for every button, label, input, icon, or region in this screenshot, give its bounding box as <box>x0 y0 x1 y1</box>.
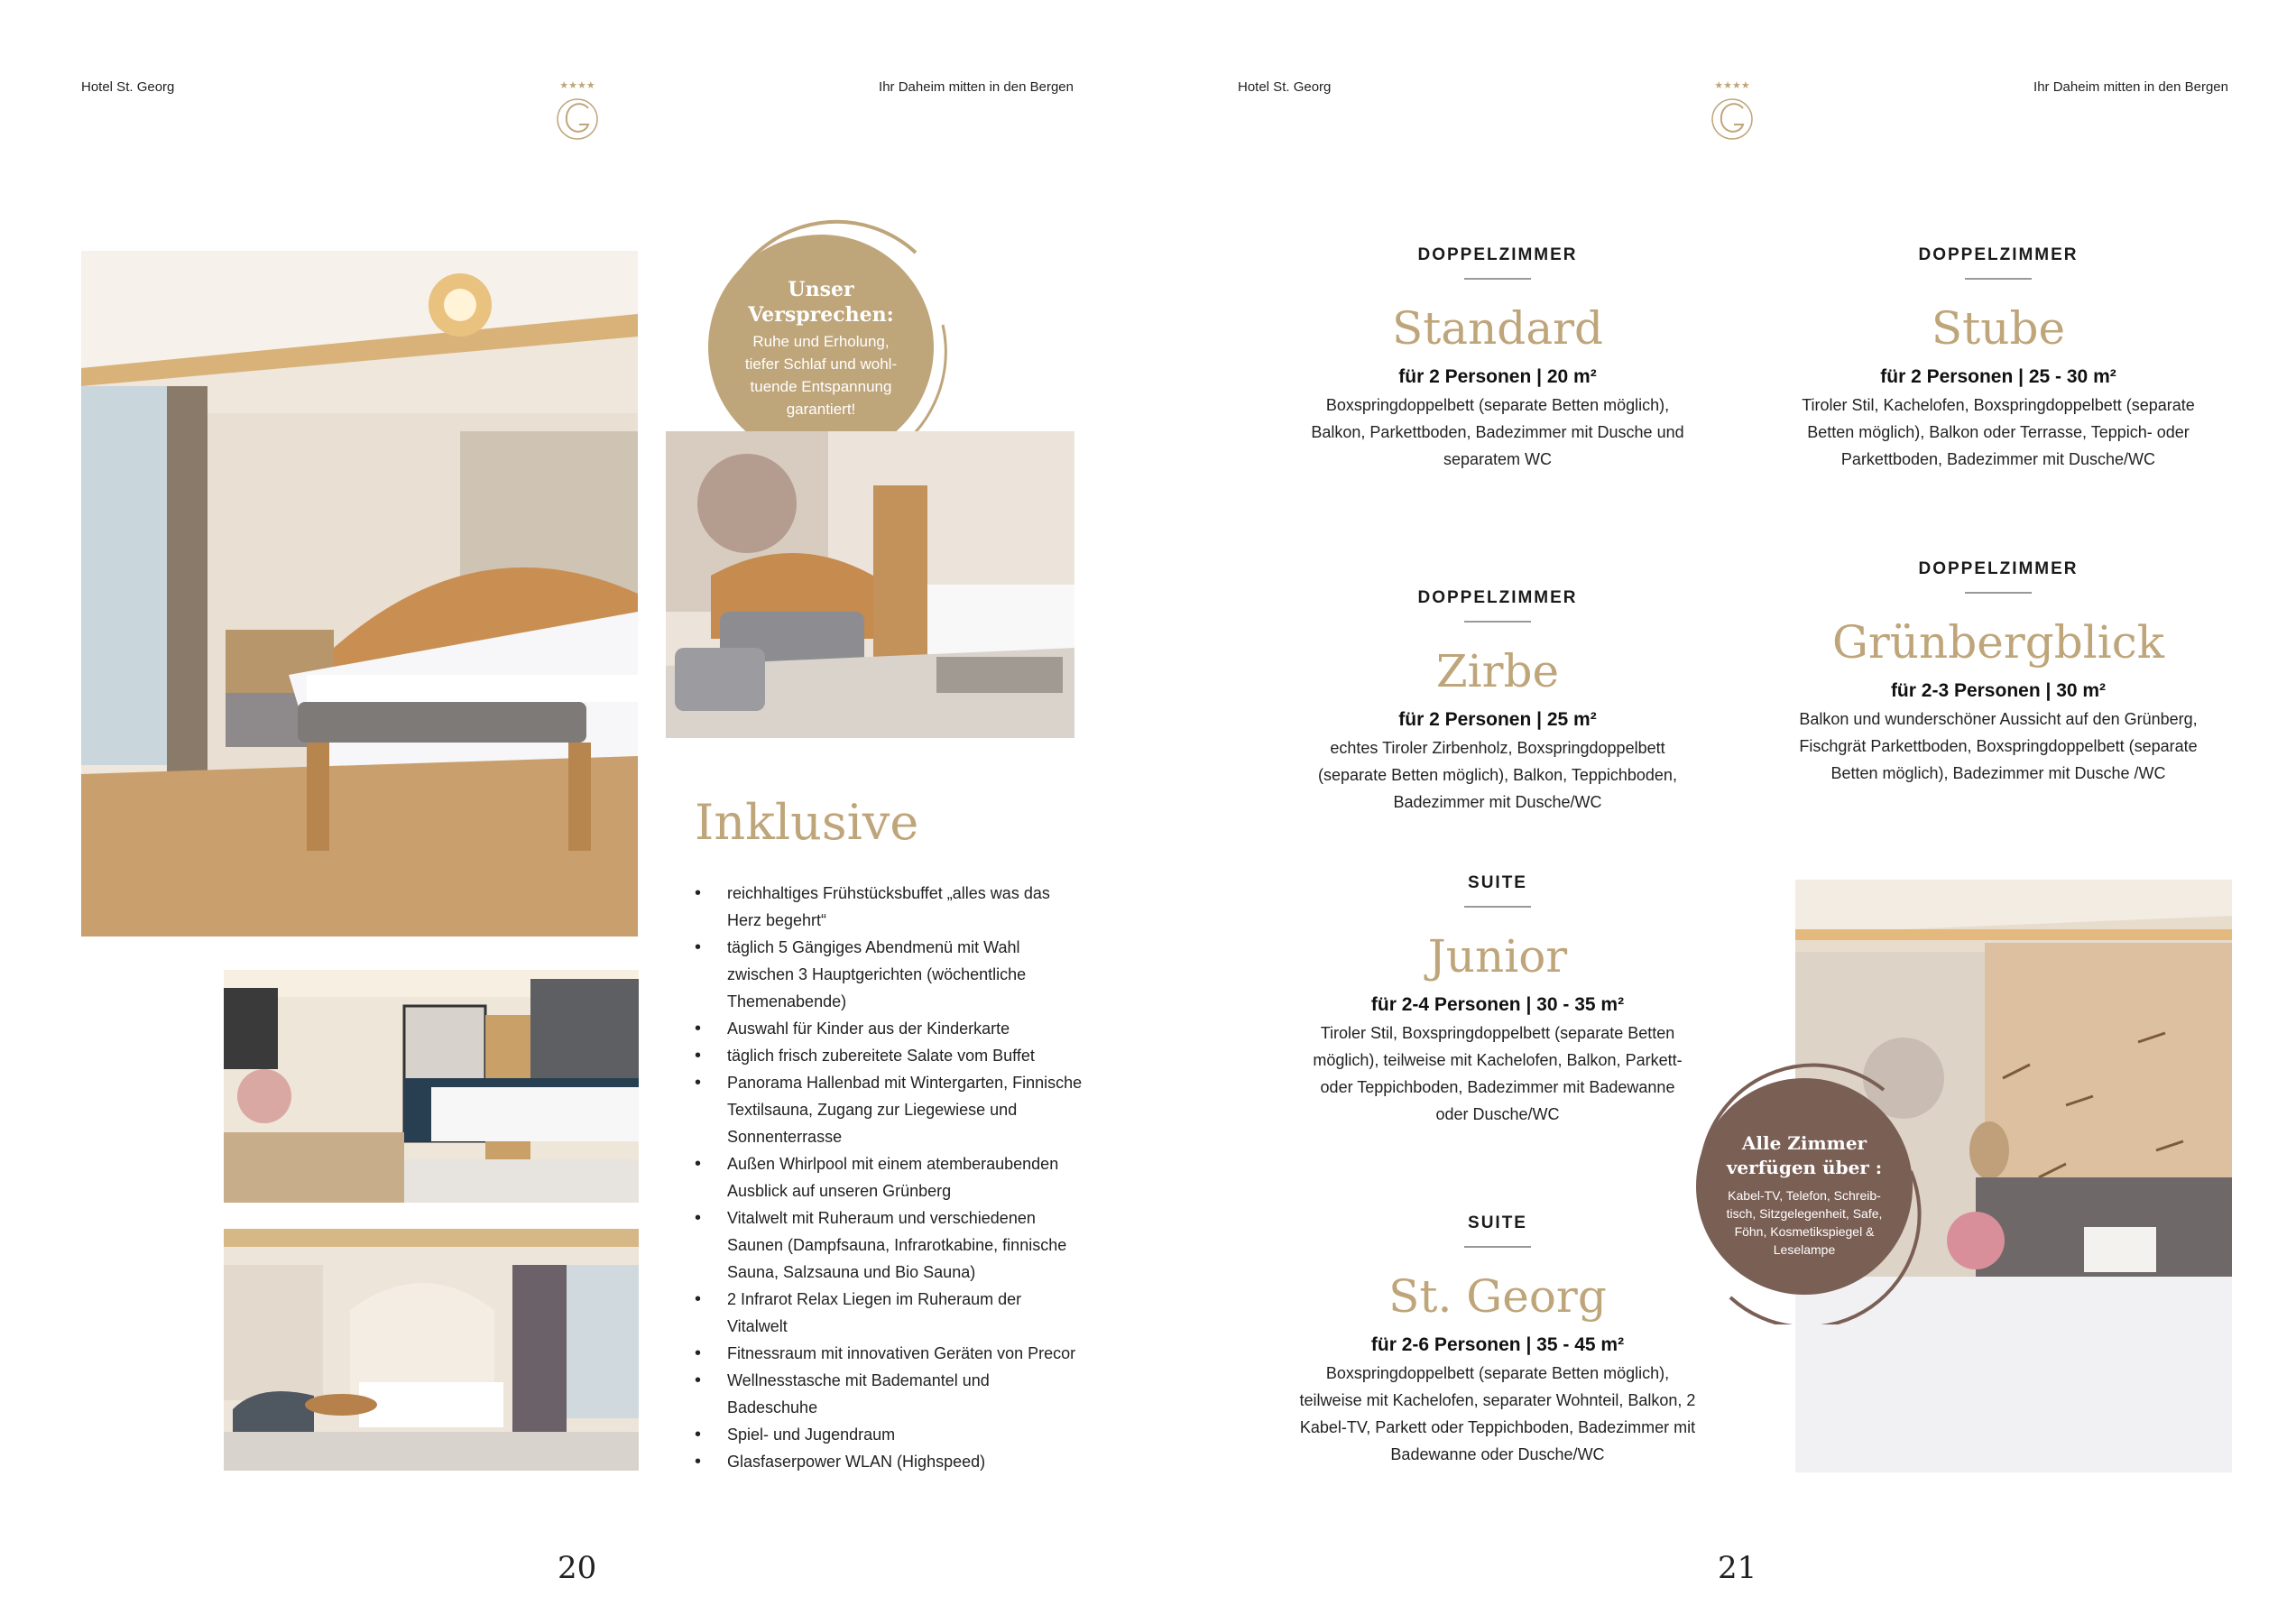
room-category: DOPPELZIMMER <box>1918 245 2079 264</box>
inclusive-item: • Spiel- und Jugendraum <box>695 1421 1083 1448</box>
amenities-badge-title-2: verfügen über : <box>1726 1157 1883 1178</box>
room-capacity: für 2-3 Personen | 30 m² <box>1890 680 2107 701</box>
left-header-hotel-name: Hotel St. Georg <box>81 79 175 95</box>
amenities-badge-text: Kabel-TV, Telefon, Schreibtisch, Sitzgelegenheit, Safe, Föhn, Kosmetikspiegel & Leselampe <box>1726 1188 1883 1257</box>
divider <box>1464 278 1531 280</box>
promise-badge-title-1: Unser <box>788 278 854 301</box>
room-capacity: für 2 Personen | 20 m² <box>1398 366 1597 387</box>
promise-badge <box>708 235 934 460</box>
room-description: Tiroler Stil, Kachelofen, Boxspringdoppelbett (separate Betten möglich), Balkon oder Terrasse, Teppich- oder Parkettboden, Badezimmer mit Dusche/WC <box>1802 396 2195 468</box>
room-capacity: für 2-4 Personen | 30 - 35 m² <box>1370 994 1625 1015</box>
svg-text:★★★★: ★★★★ <box>559 80 595 91</box>
room-description: Boxspringdoppelbett (separate Betten möglich), Balkon, Parkettboden, Badezimmer mit Dusche und separatem WC <box>1311 396 1684 468</box>
room-card-junior <box>1263 873 1732 1128</box>
room-category: DOPPELZIMMER <box>1918 559 2079 578</box>
hotel-logo-icon <box>1705 74 1759 146</box>
room-description: Boxspringdoppelbett (separate Betten möglich), teilweise mit Kachelofen, separater Wohnteil, Balkon, 2 Kabel-TV, Parkett oder Teppichboden, Badezimmer mit Badewanne oder Dusche/WC <box>1299 1364 1696 1463</box>
bedroom-photo-main <box>81 251 638 937</box>
left-header-tagline: Ihr Daheim mitten in den Bergen <box>879 79 1074 95</box>
inclusive-item: • Panorama Hallenbad mit Wintergarten, Finnische Textilsauna, Zugang zur Liegewiese und Sonnenterrasse <box>695 1069 1083 1150</box>
divider <box>1464 621 1531 623</box>
room-name: St. Georg <box>1388 1270 1607 1323</box>
right-header-tagline: Ihr Daheim mitten in den Bergen <box>2033 79 2228 95</box>
right-header-hotel-name: Hotel St. Georg <box>1238 79 1332 95</box>
inclusive-item: • 2 Infrarot Relax Liegen im Ruheraum der Vitalwelt <box>695 1286 1083 1340</box>
room-card-stube <box>1764 245 2233 473</box>
svg-text:★★★★: ★★★★ <box>1714 80 1750 91</box>
room-description: echtes Tiroler Zirbenholz, Boxspringdoppelbett (separate Betten möglich), Balkon, Teppichboden, Badezimmer mit Dusche/WC <box>1318 739 1677 811</box>
room-card-standard <box>1263 245 1732 473</box>
room-name: Zirbe <box>1435 645 1560 697</box>
inclusive-item: • Auswahl für Kinder aus der Kinderkarte <box>695 1015 1083 1042</box>
divider <box>1464 1246 1531 1248</box>
amenities-badge-title-1: Alle Zimmer <box>1741 1132 1867 1154</box>
left-page-number: 20 <box>558 1550 597 1586</box>
room-name: Standard <box>1391 302 1604 355</box>
room-name: Junior <box>1427 930 1568 983</box>
room-capacity: für 2 Personen | 25 - 30 m² <box>1880 366 2116 387</box>
room-category: DOPPELZIMMER <box>1417 588 1578 607</box>
inclusive-item: • Fitnessraum mit innovativen Geräten von Precor <box>695 1340 1083 1367</box>
right-page-number: 21 <box>1718 1550 1757 1586</box>
inclusive-item: • reichhaltiges Frühstücksbuffet „alles was das Herz begehrt“ <box>695 880 1083 934</box>
room-card-st-georg <box>1263 1213 1732 1468</box>
zirbe-room-photo <box>666 431 1074 738</box>
inclusive-item: • Außen Whirlpool mit einem atemberaubenden Ausblick auf unseren Grünberg <box>695 1150 1083 1204</box>
room-capacity: für 2 Personen | 25 m² <box>1398 709 1597 730</box>
inclusive-list <box>695 880 1083 1475</box>
room-capacity: für 2-6 Personen | 35 - 45 m² <box>1370 1334 1625 1355</box>
inclusive-item: • Glasfaserpower WLAN (Highspeed) <box>695 1448 1083 1475</box>
promise-badge-title-2: Versprechen: <box>748 303 894 327</box>
room-photo-blue-bed <box>224 970 639 1203</box>
room-description: Balkon und wunderschöner Aussicht auf den Grünberg, Fischgrät Parkettboden, Boxspringdoppelbett (separate Betten möglich), Badezimmer mit Dusche /WC <box>1799 710 2198 782</box>
room-name: Stube <box>1931 302 2066 355</box>
inclusive-item: • Wellnesstasche mit Bademantel und Badeschuhe <box>695 1367 1083 1421</box>
room-photo-canopy-bed <box>224 1229 639 1471</box>
divider <box>1965 592 2032 594</box>
room-name: Grünbergblick <box>1831 616 2165 669</box>
room-category: SUITE <box>1468 873 1527 892</box>
promise-badge-text: Ruhe und Erholung, tiefer Schlaf und wohltuende Entspannung garantiert! <box>744 333 898 418</box>
room-category: SUITE <box>1468 1213 1527 1232</box>
room-card-gruenbergblick <box>1764 559 2233 787</box>
divider <box>1464 906 1531 908</box>
inclusive-title: Inklusive <box>695 794 919 851</box>
room-description: Tiroler Stil, Boxspringdoppelbett (separate Betten möglich), teilweise mit Kachelofen, Balkon, Parkett- oder Teppichboden, Badezimmer mit Badewanne oder Dusche/WC <box>1313 1024 1683 1123</box>
divider <box>1965 278 2032 280</box>
amenities-badge <box>1696 1078 1913 1295</box>
inclusive-item: • täglich 5 Gängiges Abendmenü mit Wahl zwischen 3 Hauptgerichten (wöchentliche Themenabende) <box>695 934 1083 1015</box>
room-card-zirbe <box>1263 588 1732 816</box>
inclusive-item: • täglich frisch zubereitete Salate vom Buffet <box>695 1042 1083 1069</box>
inclusive-item: • Vitalwelt mit Ruheraum und verschiedenen Saunen (Dampfsauna, Infrarotkabine, finnische Sauna, Salzsauna und Bio Sauna) <box>695 1204 1083 1286</box>
room-category: DOPPELZIMMER <box>1417 245 1578 264</box>
hotel-logo-icon <box>550 74 604 146</box>
